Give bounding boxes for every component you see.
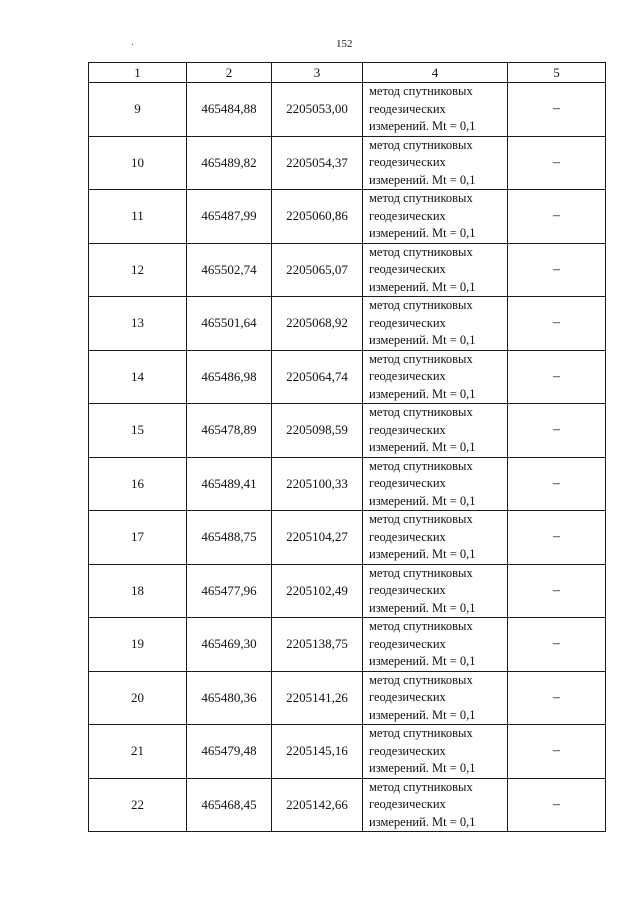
method-cell: [363, 618, 508, 672]
method-line: измерений. Mt = 0,1: [369, 440, 476, 454]
y-coordinate-cell: 2205053,00: [272, 83, 363, 137]
x-coordinate-cell: 465468,45: [187, 778, 272, 832]
method-line: измерений. Mt = 0,1: [369, 386, 476, 401]
note-cell: –: [508, 457, 606, 511]
note-cell: –: [508, 564, 606, 618]
y-coordinate-cell: 2205064,74: [272, 350, 363, 404]
page-number: 152: [336, 38, 353, 50]
point-number-cell: 12: [89, 243, 187, 297]
method-line: измерений. Mt = 0,1: [369, 654, 476, 668]
point-number-cell: 10: [89, 136, 187, 190]
method-line: метод спутниковых: [369, 512, 473, 526]
method-line: геодезических: [369, 476, 446, 490]
method-line: метод спутниковых: [369, 458, 473, 473]
method-line: метод спутниковых: [369, 726, 473, 740]
x-coordinate-cell: 465502,74: [187, 243, 272, 297]
method-cell: [363, 778, 508, 832]
note-cell: –: [508, 511, 606, 565]
column-header: 5: [508, 63, 606, 83]
method-line: измерений. Mt = 0,1: [369, 761, 476, 775]
x-coordinate-cell: 465484,88: [187, 83, 272, 137]
table-row: [89, 725, 606, 779]
point-number-cell: 17: [89, 511, 187, 565]
method-line: измерений. Mt = 0,1: [369, 279, 476, 294]
table-row: [89, 457, 606, 511]
table-row: [89, 350, 606, 404]
method-cell: [363, 725, 508, 779]
method-line: метод спутниковых: [369, 84, 473, 98]
x-coordinate-cell: 465469,30: [187, 618, 272, 672]
method-line: геодезических: [369, 155, 446, 169]
method-line: измерений. Mt = 0,1: [369, 547, 476, 561]
method-line: измерений. Mt = 0,1: [369, 814, 476, 829]
method-line: геодезических: [369, 369, 446, 383]
coordinates-table: [88, 62, 606, 832]
y-coordinate-cell: 2205141,26: [272, 671, 363, 725]
column-header: 1: [89, 63, 187, 83]
point-number-cell: 11: [89, 190, 187, 244]
method-cell: [363, 136, 508, 190]
method-cell: [363, 511, 508, 565]
method-line: метод спутниковых: [369, 191, 473, 205]
table-row: [89, 243, 606, 297]
x-coordinate-cell: 465501,64: [187, 297, 272, 351]
method-line: измерений. Mt = 0,1: [369, 172, 476, 187]
method-line: измерений. Mt = 0,1: [369, 600, 476, 615]
y-coordinate-cell: 2205145,16: [272, 725, 363, 779]
note-cell: –: [508, 190, 606, 244]
method-line: геодезических: [369, 743, 446, 758]
point-number-cell: 9: [89, 83, 187, 137]
method-line: геодезических: [369, 208, 446, 223]
point-number-cell: 22: [89, 778, 187, 832]
note-cell: –: [508, 297, 606, 351]
method-line: геодезических: [369, 315, 446, 330]
note-cell: –: [508, 350, 606, 404]
y-coordinate-cell: 2205098,59: [272, 404, 363, 458]
table-row: [89, 511, 606, 565]
x-coordinate-cell: 465489,41: [187, 457, 272, 511]
method-cell: [363, 457, 508, 511]
table-row: [89, 404, 606, 458]
x-coordinate-cell: 465479,48: [187, 725, 272, 779]
method-line: геодезических: [369, 690, 446, 704]
point-number-cell: 15: [89, 404, 187, 458]
table-row: [89, 83, 606, 137]
y-coordinate-cell: 2205100,33: [272, 457, 363, 511]
table-row: [89, 564, 606, 618]
method-cell: [363, 671, 508, 725]
x-coordinate-cell: 465480,36: [187, 671, 272, 725]
note-cell: –: [508, 725, 606, 779]
method-line: измерений. Mt = 0,1: [369, 707, 476, 722]
x-coordinate-cell: 465477,96: [187, 564, 272, 618]
y-coordinate-cell: 2205068,92: [272, 297, 363, 351]
method-line: метод спутниковых: [369, 619, 473, 633]
method-line: метод спутниковых: [369, 672, 473, 687]
method-line: измерений. Mt = 0,1: [369, 333, 476, 347]
method-line: метод спутниковых: [369, 405, 473, 419]
method-line: геодезических: [369, 529, 446, 544]
y-coordinate-cell: 2205104,27: [272, 511, 363, 565]
point-number-cell: 18: [89, 564, 187, 618]
method-line: метод спутниковых: [369, 565, 473, 580]
x-coordinate-cell: 465487,99: [187, 190, 272, 244]
method-line: геодезических: [369, 422, 446, 437]
table-row: [89, 136, 606, 190]
y-coordinate-cell: 2205138,75: [272, 618, 363, 672]
x-coordinate-cell: 465489,82: [187, 136, 272, 190]
method-cell: [363, 404, 508, 458]
method-cell: [363, 564, 508, 618]
point-number-cell: 20: [89, 671, 187, 725]
method-cell: [363, 297, 508, 351]
table-row: [89, 671, 606, 725]
table-row: [89, 297, 606, 351]
method-line: геодезических: [369, 101, 446, 116]
method-cell: [363, 190, 508, 244]
column-header: 3: [272, 63, 363, 83]
method-line: метод спутниковых: [369, 137, 473, 152]
method-line: измерений. Mt = 0,1: [369, 493, 476, 508]
x-coordinate-cell: 465478,89: [187, 404, 272, 458]
point-number-cell: 21: [89, 725, 187, 779]
column-header: 2: [187, 63, 272, 83]
method-line: метод спутниковых: [369, 351, 473, 366]
scan-speck: [132, 44, 133, 45]
method-cell: [363, 243, 508, 297]
point-number-cell: 16: [89, 457, 187, 511]
point-number-cell: 19: [89, 618, 187, 672]
method-line: геодезических: [369, 636, 446, 651]
table-header-row: [89, 63, 606, 83]
note-cell: –: [508, 83, 606, 137]
note-cell: –: [508, 136, 606, 190]
y-coordinate-cell: 2205102,49: [272, 564, 363, 618]
y-coordinate-cell: 2205060,86: [272, 190, 363, 244]
method-cell: [363, 350, 508, 404]
x-coordinate-cell: 465486,98: [187, 350, 272, 404]
x-coordinate-cell: 465488,75: [187, 511, 272, 565]
y-coordinate-cell: 2205142,66: [272, 778, 363, 832]
table-row: [89, 778, 606, 832]
point-number-cell: 13: [89, 297, 187, 351]
table-body: [89, 83, 606, 832]
note-cell: –: [508, 404, 606, 458]
y-coordinate-cell: 2205054,37: [272, 136, 363, 190]
method-line: геодезических: [369, 262, 446, 276]
note-cell: –: [508, 243, 606, 297]
method-line: измерений. Mt = 0,1: [369, 226, 476, 240]
note-cell: –: [508, 778, 606, 832]
method-line: геодезических: [369, 583, 446, 597]
column-header: 4: [363, 63, 508, 83]
method-line: метод спутниковых: [369, 244, 473, 259]
table-row: [89, 190, 606, 244]
method-line: геодезических: [369, 797, 446, 811]
method-line: измерений. Mt = 0,1: [369, 119, 476, 133]
point-number-cell: 14: [89, 350, 187, 404]
method-cell: [363, 83, 508, 137]
note-cell: –: [508, 671, 606, 725]
note-cell: –: [508, 618, 606, 672]
table-row: [89, 618, 606, 672]
method-line: метод спутниковых: [369, 779, 473, 794]
y-coordinate-cell: 2205065,07: [272, 243, 363, 297]
method-line: метод спутниковых: [369, 298, 473, 312]
